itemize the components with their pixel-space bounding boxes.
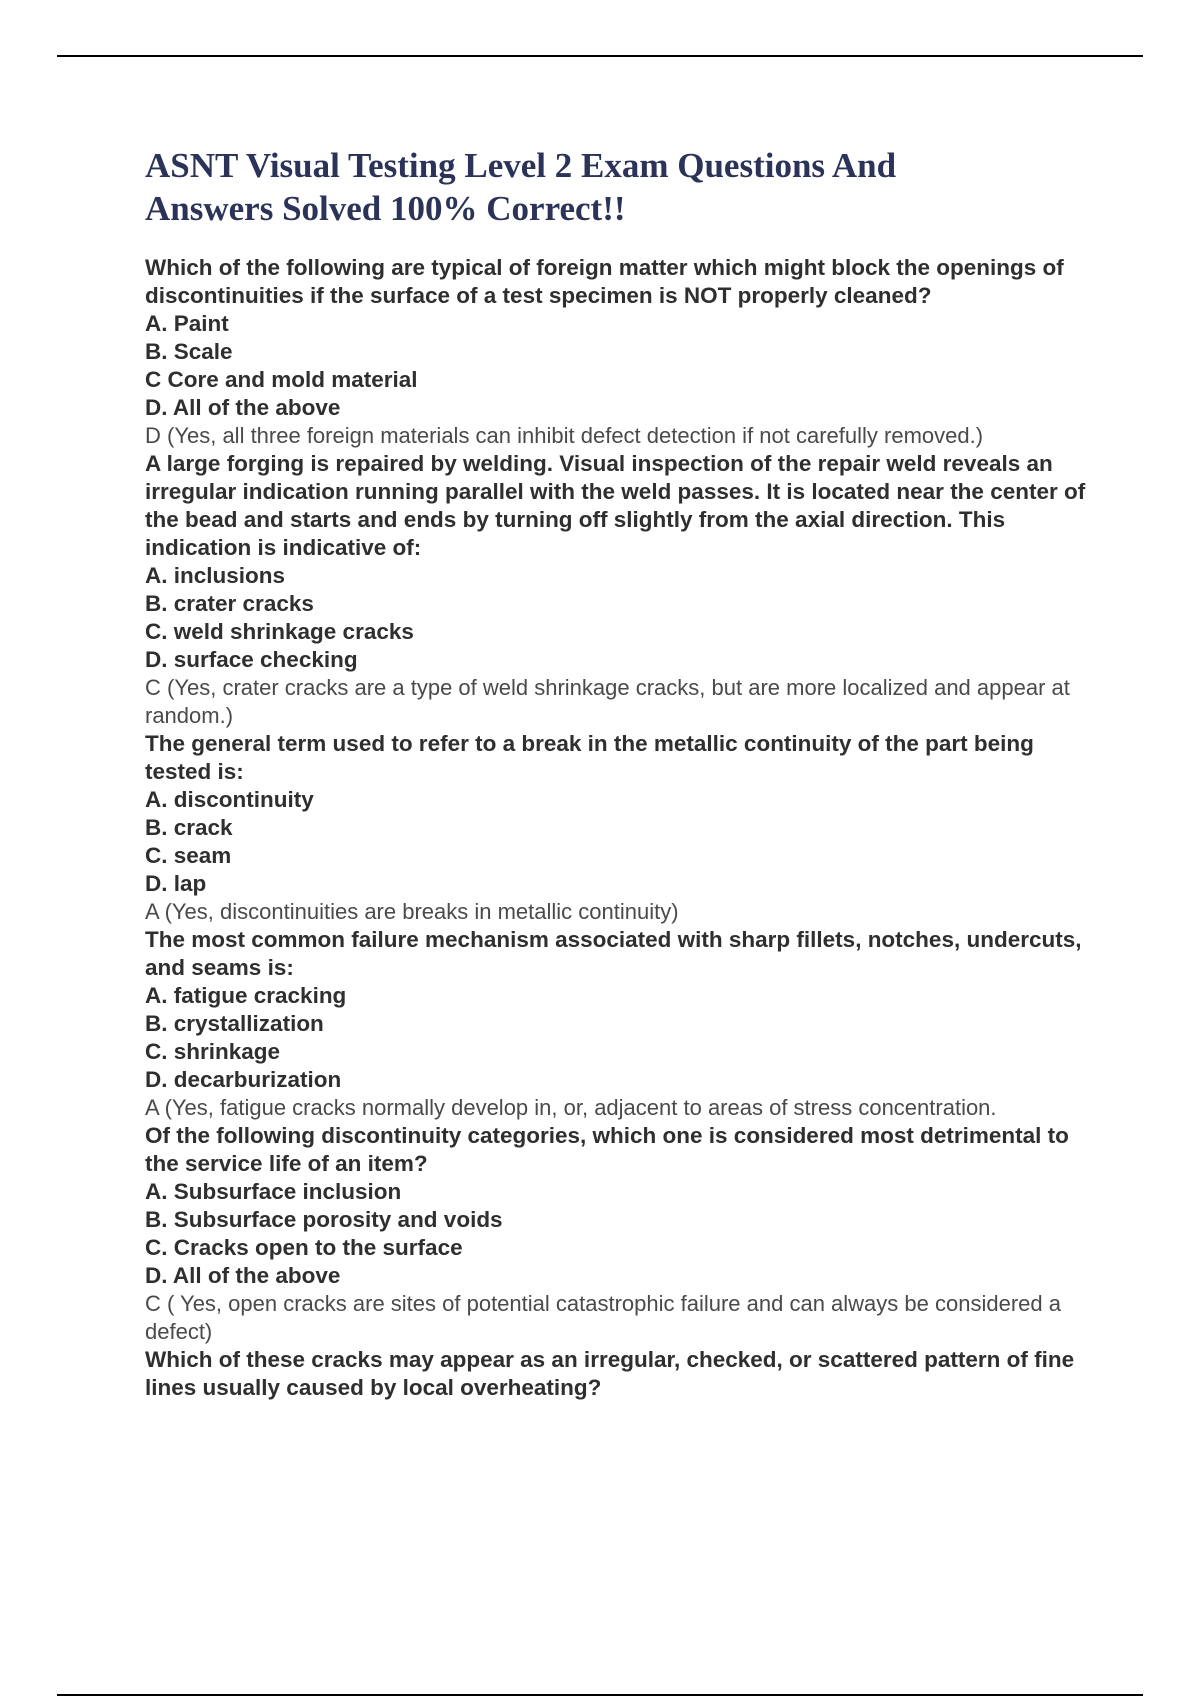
answer-option: D. decarburization: [145, 1067, 342, 1092]
answer-option: B. crater cracks: [145, 591, 314, 616]
answer-explanation: D (Yes, all three foreign materials can inhibit defect detection if not carefully removed.): [145, 423, 984, 448]
answer-option: C. weld shrinkage cracks: [145, 619, 414, 644]
question-text: Which of these cracks may appear as an irregular, checked, or scattered pattern of fine lines usually caused by local overheating?: [145, 1347, 1075, 1400]
answer-option: A. fatigue cracking: [145, 983, 347, 1008]
header-rule: [57, 55, 1143, 57]
answer-option: C. seam: [145, 843, 232, 868]
answer-option: B. crystallization: [145, 1011, 324, 1036]
answer-option: A. discontinuity: [145, 787, 314, 812]
document-body: [145, 144, 1105, 1402]
document-title: ASNT Visual Testing Level 2 Exam Questions And Answers Solved 100% Correct!!: [145, 146, 897, 228]
answer-explanation: A (Yes, discontinuities are breaks in metallic continuity): [145, 899, 679, 924]
answer-option: B. Subsurface porosity and voids: [145, 1207, 503, 1232]
answer-option: C. Cracks open to the surface: [145, 1235, 463, 1260]
question-text: Of the following discontinuity categories, which one is considered most detrimental to the service life of an item?: [145, 1123, 1069, 1176]
answer-option: C Core and mold material: [145, 367, 418, 392]
footer-rule: [57, 1694, 1143, 1696]
answer-option: D. All of the above: [145, 395, 341, 420]
answer-option: B. crack: [145, 815, 233, 840]
answer-option: A. Paint: [145, 311, 229, 336]
question-text: A large forging is repaired by welding. Visual inspection of the repair weld reveals an irregular indication running parallel with the weld passes. It is located near the center of the bead and starts and ends by turning off slightly from the axial direction. This indication is indicative of:: [145, 451, 1086, 560]
question-text: The general term used to refer to a break in the metallic continuity of the part being tested is:: [145, 731, 1034, 784]
answer-option: A. Subsurface inclusion: [145, 1179, 402, 1204]
answer-option: D. lap: [145, 871, 207, 896]
answer-explanation: C ( Yes, open cracks are sites of potential catastrophic failure and can always be considered a defect): [145, 1291, 1061, 1344]
answer-option: D. All of the above: [145, 1263, 341, 1288]
question-text: The most common failure mechanism associated with sharp fillets, notches, undercuts, and seams is:: [145, 927, 1082, 980]
qa-list: [145, 254, 1105, 1402]
question-text: Which of the following are typical of foreign matter which might block the openings of discontinuities if the surface of a test specimen is NOT properly cleaned?: [145, 255, 1064, 308]
answer-explanation: A (Yes, fatigue cracks normally develop in, or, adjacent to areas of stress concentration.: [145, 1095, 997, 1120]
answer-option: B. Scale: [145, 339, 233, 364]
answer-explanation: C (Yes, crater cracks are a type of weld shrinkage cracks, but are more localized and appear at random.): [145, 675, 1070, 728]
answer-option: A. inclusions: [145, 563, 286, 588]
answer-option: D. surface checking: [145, 647, 358, 672]
answer-option: C. shrinkage: [145, 1039, 281, 1064]
